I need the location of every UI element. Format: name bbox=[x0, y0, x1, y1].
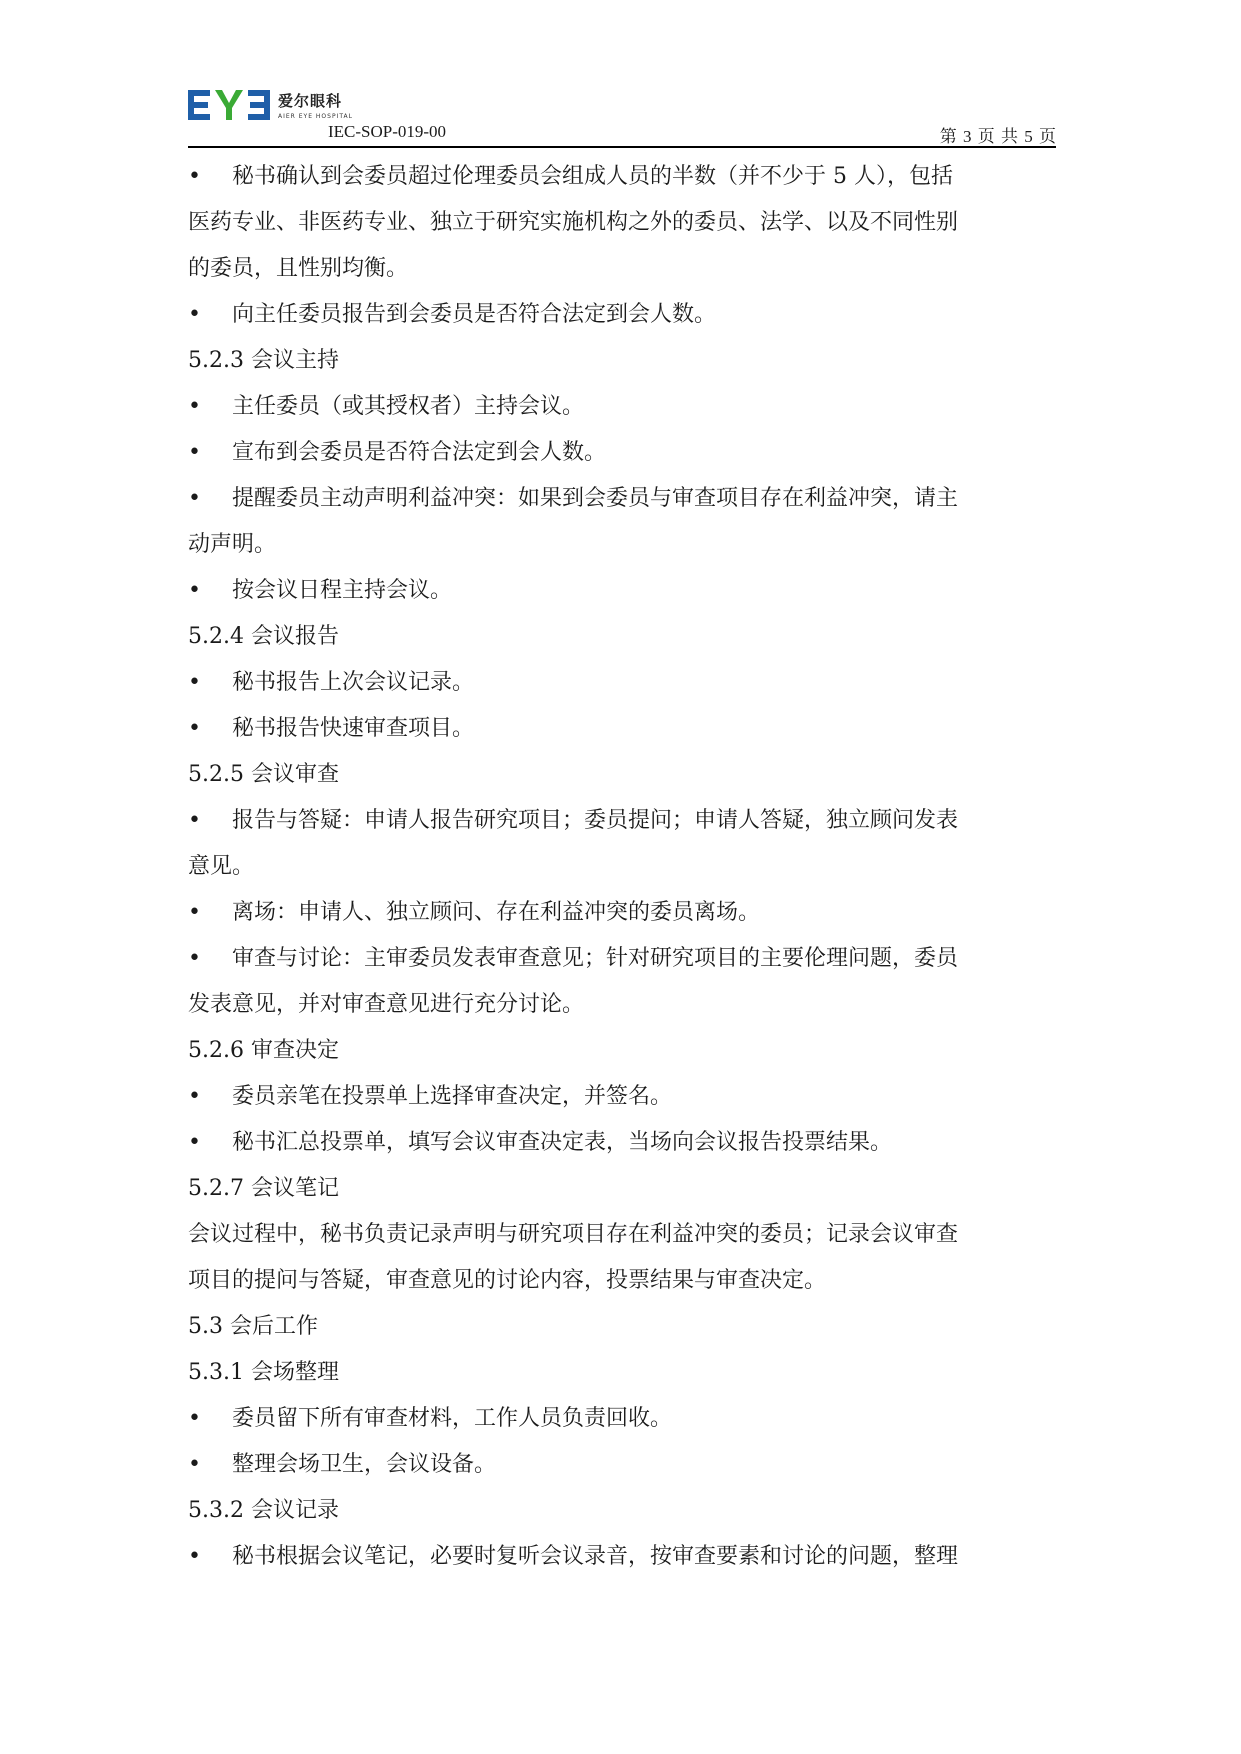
bullet-item-line bbox=[188, 1534, 1056, 1580]
text-line bbox=[188, 1166, 1056, 1212]
line-text: 5.3.1 会场整理 bbox=[188, 1360, 339, 1385]
text-line bbox=[188, 1304, 1056, 1350]
line-text: 秘书报告快速审查项目。 bbox=[232, 716, 475, 741]
line-text: 秘书报告上次会议记录。 bbox=[232, 670, 475, 695]
text-line bbox=[188, 1350, 1056, 1396]
bullet-icon: • bbox=[188, 1130, 201, 1155]
line-text: 5.2.7 会议笔记 bbox=[188, 1176, 339, 1201]
line-text: 提醒委员主动声明利益冲突：如果到会委员与审查项目存在利益冲突，请主 bbox=[232, 486, 959, 511]
document-id: IEC-SOP-019-00 bbox=[328, 122, 447, 141]
page-number: 第 3 页 共 5 页 bbox=[939, 127, 1056, 146]
bullet-item-line bbox=[188, 936, 1056, 982]
text-line bbox=[188, 1212, 1056, 1258]
line-text: 委员留下所有审查材料，工作人员负责回收。 bbox=[232, 1406, 673, 1431]
line-text: 报告与答疑：申请人报告研究项目；委员提问；申请人答疑，独立顾问发表 bbox=[232, 808, 959, 833]
line-text: 5.2.4 会议报告 bbox=[188, 624, 339, 649]
bullet-icon: • bbox=[188, 578, 201, 603]
document-body bbox=[188, 154, 1056, 1580]
bullet-item-line bbox=[188, 292, 1056, 338]
text-line bbox=[188, 246, 1056, 292]
text-line bbox=[188, 844, 1056, 890]
text-line bbox=[188, 338, 1056, 384]
line-text: 动声明。 bbox=[188, 532, 277, 557]
bullet-icon: • bbox=[188, 440, 201, 465]
logo-chinese-name: 爱尔眼科 bbox=[278, 92, 343, 110]
line-text: 秘书汇总投票单，填写会议审查决定表，当场向会议报告投票结果。 bbox=[232, 1130, 893, 1155]
line-text: 离场：申请人、独立顾问、存在利益冲突的委员离场。 bbox=[232, 900, 761, 925]
line-text: 审查与讨论：主审委员发表审查意见；针对研究项目的主要伦理问题，委员 bbox=[232, 946, 959, 971]
bullet-item-line bbox=[188, 154, 1056, 200]
line-text: 委员亲笔在投票单上选择审查决定，并签名。 bbox=[232, 1084, 673, 1109]
bullet-icon: • bbox=[188, 808, 201, 833]
bullet-item-line bbox=[188, 706, 1056, 752]
text-line bbox=[188, 1258, 1056, 1304]
bullet-icon: • bbox=[188, 900, 201, 925]
line-text: 医药专业、非医药专业、独立于研究实施机构之外的委员、法学、以及不同性别 bbox=[188, 210, 959, 235]
bullet-item-line bbox=[188, 1396, 1056, 1442]
bullet-icon: • bbox=[188, 1406, 201, 1431]
bullet-item-line bbox=[188, 1074, 1056, 1120]
bullet-item-line bbox=[188, 568, 1056, 614]
bullet-item-line bbox=[188, 476, 1056, 522]
bullet-icon: • bbox=[188, 302, 201, 327]
bullet-icon: • bbox=[188, 1452, 201, 1477]
line-text: 5.3 会后工作 bbox=[188, 1314, 318, 1339]
bullet-item-line bbox=[188, 660, 1056, 706]
line-text: 宣布到会委员是否符合法定到会人数。 bbox=[232, 440, 607, 465]
bullet-icon: • bbox=[188, 486, 201, 511]
line-text: 秘书根据会议笔记，必要时复听会议录音，按审查要素和讨论的问题，整理 bbox=[232, 1544, 959, 1569]
line-text: 5.2.3 会议主持 bbox=[188, 348, 339, 373]
bullet-icon: • bbox=[188, 394, 201, 419]
line-text: 项目的提问与答疑，审查意见的讨论内容，投票结果与审查决定。 bbox=[188, 1268, 827, 1293]
text-line bbox=[188, 200, 1056, 246]
line-text: 5.2.5 会议审查 bbox=[188, 762, 339, 787]
line-text: 5.2.6 审查决定 bbox=[188, 1038, 339, 1063]
line-text: 向主任委员报告到会委员是否符合法定到会人数。 bbox=[232, 302, 717, 327]
text-line bbox=[188, 752, 1056, 798]
text-line bbox=[188, 1028, 1056, 1074]
text-line bbox=[188, 522, 1056, 568]
bullet-item-line bbox=[188, 798, 1056, 844]
bullet-icon: • bbox=[188, 1084, 201, 1109]
logo-english-name: AIER EYE HOSPITAL bbox=[278, 113, 353, 120]
line-text: 意见。 bbox=[188, 854, 255, 879]
bullet-icon: • bbox=[188, 716, 201, 741]
bullet-icon: • bbox=[188, 1544, 201, 1569]
text-line bbox=[188, 982, 1056, 1028]
bullet-item-line bbox=[188, 430, 1056, 476]
line-text: 5.3.2 会议记录 bbox=[188, 1498, 339, 1523]
bullet-icon: • bbox=[188, 946, 201, 971]
bullet-item-line bbox=[188, 1120, 1056, 1166]
bullet-item-line bbox=[188, 384, 1056, 430]
line-text: 整理会场卫生，会议设备。 bbox=[232, 1452, 497, 1477]
logo-text bbox=[278, 90, 353, 120]
line-text: 会议过程中，秘书负责记录声明与研究项目存在利益冲突的委员；记录会议审查 bbox=[188, 1222, 959, 1247]
text-line bbox=[188, 1488, 1056, 1534]
line-text: 秘书确认到会委员超过伦理委员会组成人员的半数（并不少于 5 人），包括 bbox=[232, 164, 953, 189]
text-line bbox=[188, 614, 1056, 660]
line-text: 主任委员（或其授权者）主持会议。 bbox=[232, 394, 585, 419]
line-text: 发表意见，并对审查意见进行充分讨论。 bbox=[188, 992, 585, 1017]
bullet-item-line bbox=[188, 1442, 1056, 1488]
page-header bbox=[188, 84, 1056, 148]
line-text: 按会议日程主持会议。 bbox=[232, 578, 453, 603]
bullet-icon: • bbox=[188, 164, 201, 189]
line-text: 的委员，且性别均衡。 bbox=[188, 256, 409, 281]
aier-eye-logo bbox=[188, 88, 270, 122]
bullet-icon: • bbox=[188, 670, 201, 695]
bullet-item-line bbox=[188, 890, 1056, 936]
